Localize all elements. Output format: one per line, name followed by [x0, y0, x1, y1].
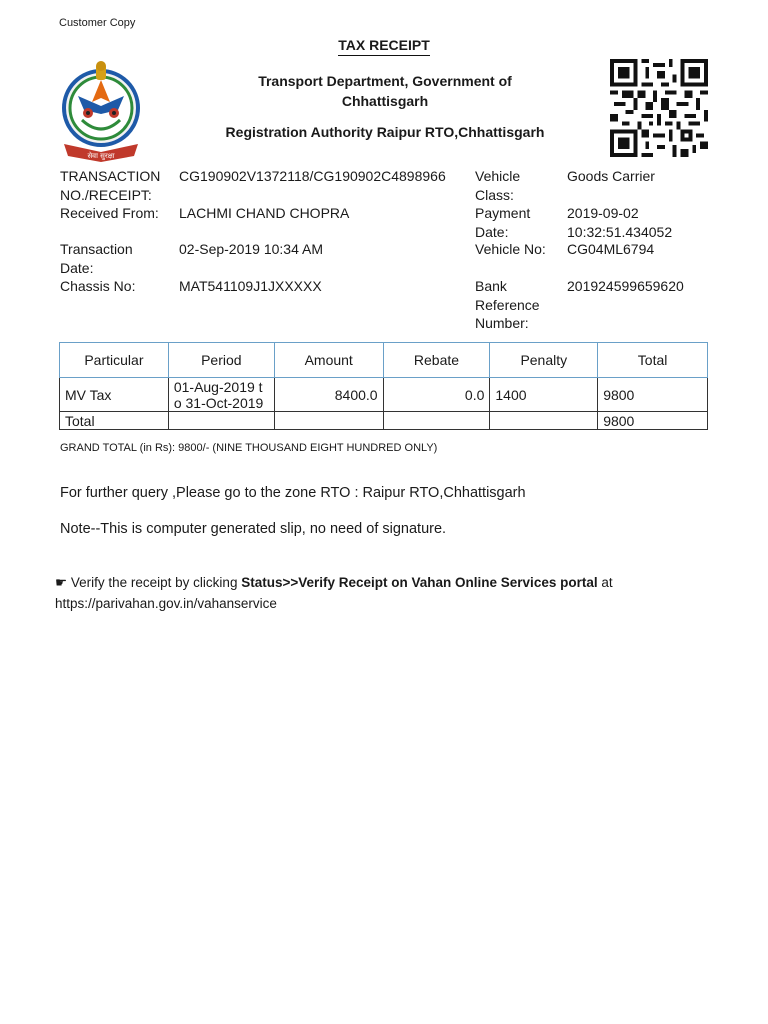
table-total-row	[60, 412, 708, 430]
empty-cell	[490, 412, 598, 430]
registration-authority: Registration Authority Raipur RTO,Chhattisgarh	[225, 124, 545, 140]
svg-text:सेवा सुरक्षा: सेवा सुरक्षा	[87, 152, 115, 160]
txn-date-value: 02-Sep-2019 10:34 AM	[179, 241, 323, 257]
received-from-label: Received From:	[60, 205, 159, 221]
vehicle-no-value: CG04ML6794	[567, 241, 655, 257]
empty-cell	[383, 412, 490, 430]
header-rebate: Rebate	[383, 343, 490, 378]
txn-no-value: CG190902V1372118/CG190902C4898966	[179, 168, 446, 184]
received-from-value: LACHMI CHAND CHOPRA	[179, 205, 350, 221]
payment-date-value: 2019-09-02 10:32:51.434052	[567, 205, 673, 240]
total-value: 9800	[598, 412, 708, 430]
txn-date-label: Transaction Date:	[60, 241, 133, 276]
cell-amount: 8400.0	[274, 378, 383, 412]
header-penalty: Penalty	[490, 343, 598, 378]
department-name: Transport Department, Government of Chhattisgarh	[258, 73, 512, 109]
cell-period: 01-Aug-2019 t o 31-Oct-2019	[168, 378, 274, 412]
header-particular: Particular	[60, 343, 169, 378]
note-text: Note--This is computer generated slip, no need of signature.	[60, 521, 447, 537]
verify-suffix: at	[597, 575, 613, 590]
empty-cell	[168, 412, 274, 430]
header-period: Period	[168, 343, 274, 378]
cell-total: 9800	[598, 378, 708, 412]
vehicle-class-label: Vehicle Class:	[475, 168, 521, 203]
query-text: For further query ,Please go to the zone RTO : Raipur RTO,Chhattisgarh	[60, 485, 526, 501]
empty-cell	[274, 412, 383, 430]
bank-ref-label: Bank Reference Number:	[475, 278, 540, 331]
verify-prefix: Verify the receipt by clicking	[70, 575, 242, 590]
header-amount: Amount	[274, 343, 383, 378]
bank-ref-value: 201924599659620	[567, 278, 684, 294]
state-emblem-logo	[58, 58, 144, 166]
vehicle-class-value: Goods Carrier	[567, 168, 655, 184]
verify-portal-path: Status>>Verify Receipt on Vahan Online Services portal	[241, 575, 598, 590]
txn-no-label: TRANSACTION NO./RECEIPT:	[60, 168, 161, 203]
verify-instructions	[55, 572, 695, 614]
copy-label: Customer Copy	[59, 17, 136, 29]
table-header-row	[60, 343, 708, 378]
cell-particular: MV Tax	[60, 378, 169, 412]
total-label: Total	[60, 412, 169, 430]
payment-date-label: Payment Date:	[475, 205, 531, 240]
grand-total: GRAND TOTAL (in Rs): 9800/- (NINE THOUSAND EIGHT HUNDRED ONLY)	[60, 442, 438, 454]
receipt-title: TAX RECEIPT	[0, 37, 768, 53]
cell-penalty: 1400	[490, 378, 598, 412]
chassis-label: Chassis No:	[60, 278, 136, 294]
chassis-value: MAT541109J1JXXXXX	[179, 278, 322, 294]
vehicle-no-label: Vehicle No:	[475, 241, 546, 257]
table-row	[60, 378, 708, 412]
verify-url-link[interactable]: https://parivahan.gov.in/vahanservice	[55, 596, 277, 611]
qr-code-icon	[610, 58, 708, 158]
pointing-hand-icon: ☛	[55, 575, 68, 590]
cell-rebate: 0.0	[383, 378, 490, 412]
header-total: Total	[598, 343, 708, 378]
tax-table	[59, 342, 708, 430]
